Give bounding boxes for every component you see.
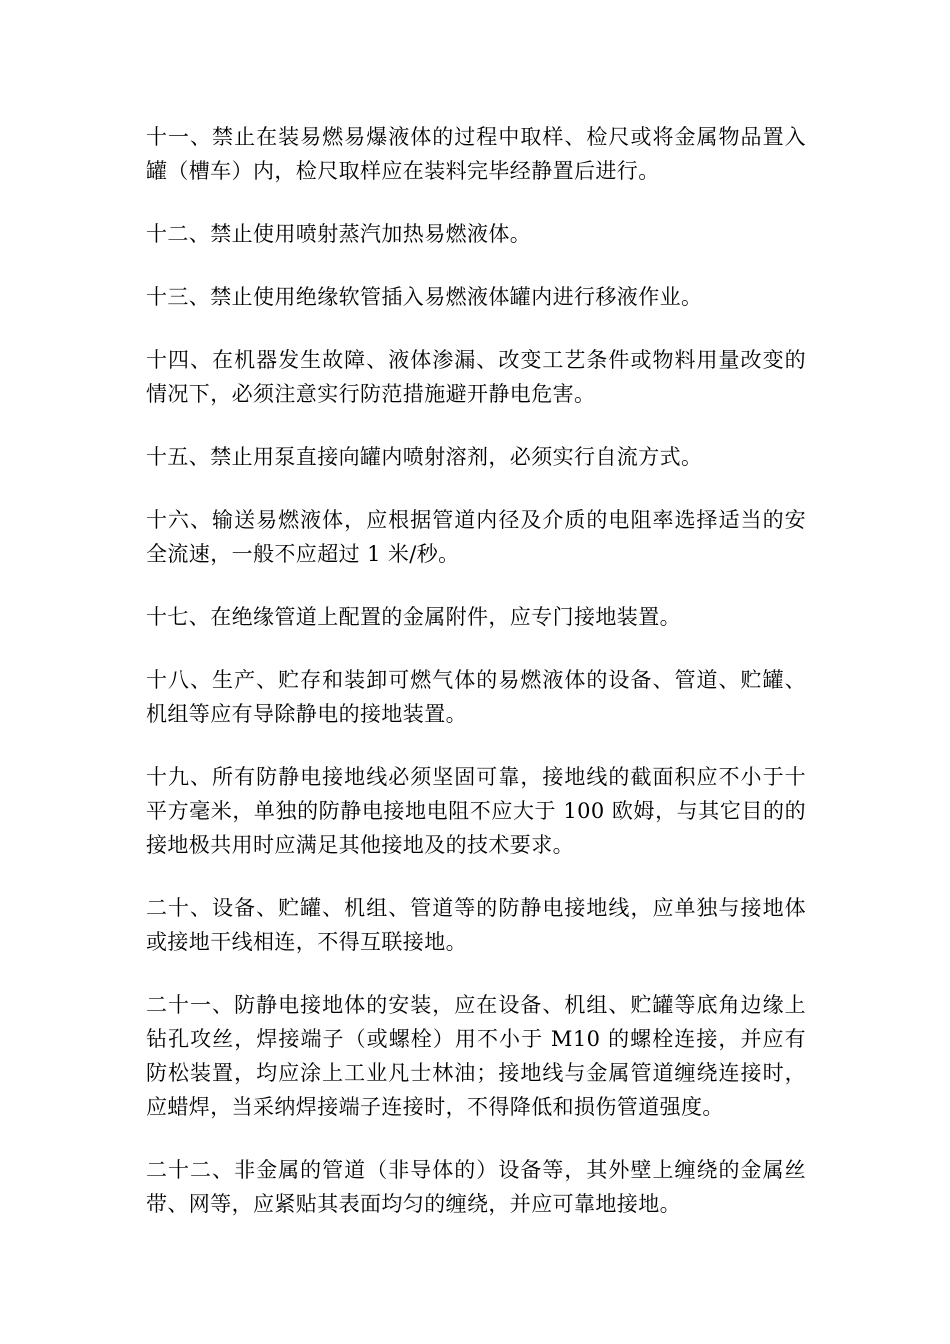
paragraph-16: 十六、输送易燃液体，应根据管道内径及介质的电阻率选择适当的安全流速，一般不应超过 1 米/秒。 <box>146 508 806 566</box>
paragraph-19: 十九、所有防静电接地线必须坚固可靠，接地线的截面积应不小于十平方毫米，单独的防静电接地电阻不应大于 100 欧姆，与其它目的的接地极共用时应满足其他接地及的技术要求。 <box>146 765 806 857</box>
paragraph-22: 二十二、非金属的管道（非导体的）设备等，其外壁上缠绕的金属丝带、网等，应紧贴其表面均匀的缠绕，并应可靠地接地。 <box>146 1158 806 1216</box>
paragraph-12: 十二、禁止使用喷射蒸汽加热易燃液体。 <box>146 222 532 246</box>
paragraph-17: 十七、在绝缘管道上配置的金属附件，应专门接地装置。 <box>146 605 681 629</box>
paragraph-21: 二十一、防静电接地体的安装，应在设备、机组、贮罐等底角边缘上钻孔攻丝，焊接端子（或螺栓）用不小于 M10 的螺栓连接，并应有防松装置，均应涂上工业凡士林油；接地线与金属管道缠绕连接时，应蜡焊，当采纳焊接端子连接时，不得降低和损伤管道强度。 <box>146 993 806 1119</box>
paragraph-18: 十八、生产、贮存和装卸可燃气体的易燃液体的设备、管道、贮罐、机组等应有导除静电的接地装置。 <box>146 668 806 726</box>
paragraph-11: 十一、禁止在装易燃易爆液体的过程中取样、检尺或将金属物品置入罐（槽车）内，检尺取样应在装料完毕经静置后进行。 <box>146 125 806 183</box>
paragraph-13: 十三、禁止使用绝缘软管插入易燃液体罐内进行移液作业。 <box>146 285 703 309</box>
document-body <box>146 120 806 1250</box>
paragraph-15: 十五、禁止用泵直接向罐内喷射溶剂，必须实行自流方式。 <box>146 445 703 469</box>
paragraph-14: 十四、在机器发生故障、液体渗漏、改变工艺条件或物料用量改变的情况下，必须注意实行防范措施避开静电危害。 <box>146 348 806 406</box>
paragraph-20: 二十、设备、贮罐、机组、管道等的防静电接地线，应单独与接地体或接地干线相连，不得互联接地。 <box>146 896 806 954</box>
